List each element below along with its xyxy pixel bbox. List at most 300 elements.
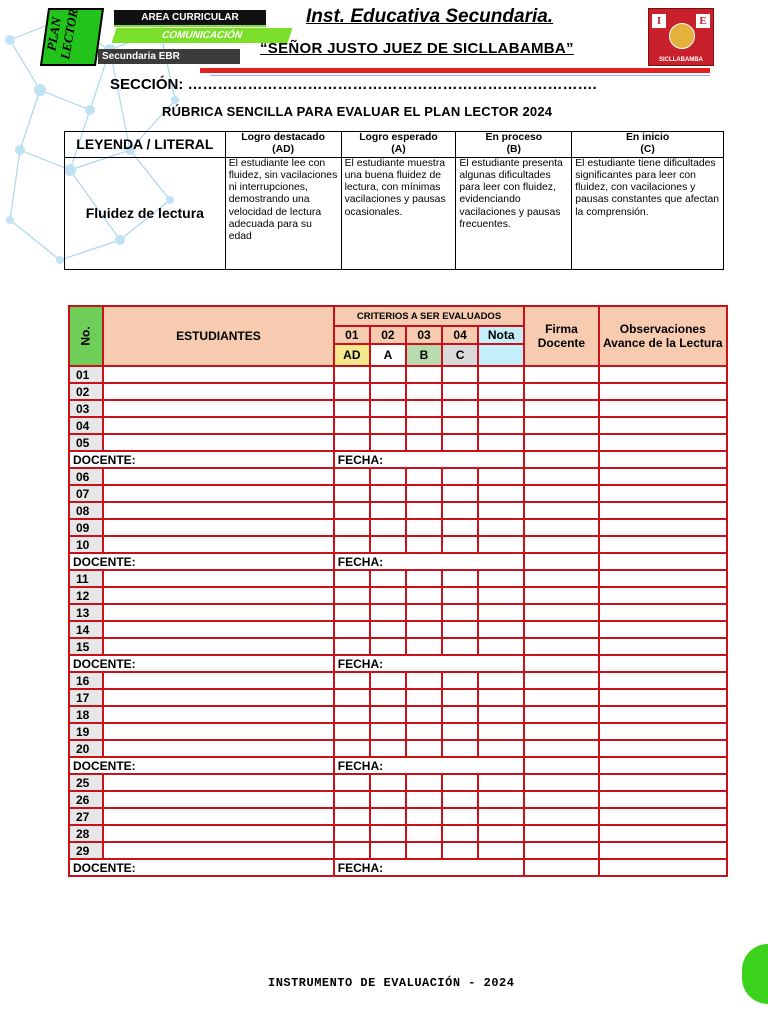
input-cell[interactable] bbox=[406, 366, 442, 383]
input-cell[interactable] bbox=[406, 519, 442, 536]
legend-level: En proceso (B) bbox=[456, 132, 572, 158]
student-row bbox=[69, 587, 727, 604]
input-cell[interactable] bbox=[334, 570, 370, 587]
row-number: 08 bbox=[69, 502, 103, 519]
input-cell[interactable] bbox=[478, 570, 524, 587]
input-cell[interactable] bbox=[524, 485, 598, 502]
fecha-label[interactable]: FECHA: bbox=[334, 655, 525, 672]
docente-obs-cell[interactable] bbox=[599, 451, 727, 468]
input-cell[interactable] bbox=[442, 536, 478, 553]
legend-level: Logro esperado (A) bbox=[341, 132, 456, 158]
student-row bbox=[69, 723, 727, 740]
student-row bbox=[69, 774, 727, 791]
input-cell[interactable] bbox=[478, 502, 524, 519]
input-cell[interactable] bbox=[406, 689, 442, 706]
input-cell[interactable] bbox=[524, 791, 598, 808]
input-cell[interactable] bbox=[406, 434, 442, 451]
input-cell[interactable] bbox=[370, 723, 406, 740]
input-cell[interactable] bbox=[370, 434, 406, 451]
input-cell[interactable] bbox=[334, 485, 370, 502]
input-cell[interactable] bbox=[599, 638, 727, 655]
input-cell[interactable] bbox=[103, 808, 334, 825]
input-cell[interactable] bbox=[370, 468, 406, 485]
docente-firma-cell[interactable] bbox=[524, 451, 598, 468]
docente-row bbox=[69, 757, 727, 774]
input-cell[interactable] bbox=[599, 791, 727, 808]
input-cell[interactable] bbox=[406, 825, 442, 842]
criteria-code-0: AD bbox=[334, 344, 370, 366]
input-cell[interactable] bbox=[334, 587, 370, 604]
input-cell[interactable] bbox=[442, 383, 478, 400]
input-cell[interactable] bbox=[478, 621, 524, 638]
docente-firma-cell[interactable] bbox=[524, 553, 598, 570]
input-cell[interactable] bbox=[103, 434, 334, 451]
student-row bbox=[69, 621, 727, 638]
institution-title: Inst. Educativa Secundaria. bbox=[306, 6, 554, 27]
input-cell[interactable] bbox=[599, 536, 727, 553]
docente-row bbox=[69, 655, 727, 672]
page-green-tab bbox=[742, 944, 768, 1004]
input-cell[interactable] bbox=[334, 383, 370, 400]
input-cell[interactable] bbox=[478, 519, 524, 536]
student-row bbox=[69, 434, 727, 451]
input-cell[interactable] bbox=[370, 536, 406, 553]
school-logo bbox=[648, 8, 714, 66]
input-cell[interactable] bbox=[370, 366, 406, 383]
input-cell[interactable] bbox=[599, 502, 727, 519]
badge-plan-lector-text: PLAN LECTOR bbox=[43, 7, 81, 61]
input-cell[interactable] bbox=[599, 485, 727, 502]
input-cell[interactable] bbox=[524, 536, 598, 553]
fecha-label[interactable]: FECHA: bbox=[334, 859, 525, 876]
input-cell[interactable] bbox=[442, 400, 478, 417]
docente-obs-cell[interactable] bbox=[599, 655, 727, 672]
input-cell[interactable] bbox=[478, 740, 524, 757]
input-cell[interactable] bbox=[406, 502, 442, 519]
input-cell[interactable] bbox=[103, 706, 334, 723]
row-number: 27 bbox=[69, 808, 103, 825]
input-cell[interactable] bbox=[442, 808, 478, 825]
input-cell[interactable] bbox=[442, 638, 478, 655]
row-number: 01 bbox=[69, 366, 103, 383]
docente-row bbox=[69, 553, 727, 570]
input-cell[interactable] bbox=[406, 383, 442, 400]
row-number: 15 bbox=[69, 638, 103, 655]
input-cell[interactable] bbox=[442, 604, 478, 621]
input-cell[interactable] bbox=[478, 638, 524, 655]
input-cell[interactable] bbox=[442, 672, 478, 689]
input-cell[interactable] bbox=[103, 366, 334, 383]
input-cell[interactable] bbox=[103, 638, 334, 655]
evaluation-table bbox=[68, 305, 728, 877]
input-cell[interactable] bbox=[524, 383, 598, 400]
header-red-divider bbox=[200, 68, 710, 73]
input-cell[interactable] bbox=[478, 587, 524, 604]
input-cell[interactable] bbox=[524, 417, 598, 434]
legend-table bbox=[64, 131, 724, 270]
input-cell[interactable] bbox=[103, 570, 334, 587]
legend-criterio: Fluidez de lectura bbox=[65, 157, 226, 269]
input-cell[interactable] bbox=[406, 587, 442, 604]
badge-area-curricular: AREA CURRICULAR bbox=[114, 10, 266, 27]
input-cell[interactable] bbox=[524, 604, 598, 621]
input-cell[interactable] bbox=[334, 842, 370, 859]
input-cell[interactable] bbox=[478, 774, 524, 791]
docente-firma-cell[interactable] bbox=[524, 757, 598, 774]
input-cell[interactable] bbox=[478, 825, 524, 842]
input-cell[interactable] bbox=[442, 740, 478, 757]
input-cell[interactable] bbox=[334, 400, 370, 417]
docente-label[interactable]: DOCENTE: bbox=[69, 451, 334, 468]
badge-nivel: Secundaria EBR bbox=[98, 49, 240, 64]
input-cell[interactable] bbox=[370, 689, 406, 706]
input-cell[interactable] bbox=[478, 723, 524, 740]
logo-name: SICLLABAMBA bbox=[659, 57, 703, 63]
input-cell[interactable] bbox=[442, 825, 478, 842]
input-cell[interactable] bbox=[334, 502, 370, 519]
header-no: No. bbox=[69, 306, 103, 366]
input-cell[interactable] bbox=[478, 536, 524, 553]
docente-firma-cell[interactable] bbox=[524, 859, 598, 876]
input-cell[interactable] bbox=[103, 502, 334, 519]
header-observaciones: Observaciones Avance de la Lectura bbox=[599, 306, 727, 366]
input-cell[interactable] bbox=[370, 706, 406, 723]
input-cell[interactable] bbox=[406, 536, 442, 553]
input-cell[interactable] bbox=[524, 774, 598, 791]
input-cell[interactable] bbox=[406, 672, 442, 689]
input-cell[interactable] bbox=[524, 519, 598, 536]
student-row bbox=[69, 366, 727, 383]
student-row bbox=[69, 468, 727, 485]
input-cell[interactable] bbox=[442, 570, 478, 587]
input-cell[interactable] bbox=[442, 468, 478, 485]
input-cell[interactable] bbox=[478, 672, 524, 689]
input-cell[interactable] bbox=[103, 723, 334, 740]
row-number: 03 bbox=[69, 400, 103, 417]
docente-label[interactable]: DOCENTE: bbox=[69, 859, 334, 876]
input-cell[interactable] bbox=[334, 604, 370, 621]
input-cell[interactable] bbox=[334, 740, 370, 757]
docente-label[interactable]: DOCENTE: bbox=[69, 655, 334, 672]
input-cell[interactable] bbox=[599, 740, 727, 757]
input-cell[interactable] bbox=[406, 638, 442, 655]
input-cell[interactable] bbox=[334, 825, 370, 842]
input-cell[interactable] bbox=[406, 604, 442, 621]
input-cell[interactable] bbox=[478, 434, 524, 451]
input-cell[interactable] bbox=[370, 774, 406, 791]
input-cell[interactable] bbox=[442, 621, 478, 638]
input-cell[interactable] bbox=[370, 383, 406, 400]
input-cell[interactable] bbox=[599, 672, 727, 689]
row-number: 04 bbox=[69, 417, 103, 434]
input-cell[interactable] bbox=[334, 434, 370, 451]
legend-level: En inicio (C) bbox=[572, 132, 724, 158]
input-cell[interactable] bbox=[103, 417, 334, 434]
legend-desc-c: El estudiante tiene dificultades significantes para leer con fluidez, con vacilaciones y pausas constantes que afectan la comprensión. bbox=[572, 157, 724, 269]
docente-obs-cell[interactable] bbox=[599, 757, 727, 774]
input-cell[interactable] bbox=[370, 638, 406, 655]
input-cell[interactable] bbox=[524, 587, 598, 604]
input-cell[interactable] bbox=[370, 400, 406, 417]
input-cell[interactable] bbox=[406, 774, 442, 791]
input-cell[interactable] bbox=[524, 638, 598, 655]
input-cell[interactable] bbox=[334, 621, 370, 638]
input-cell[interactable] bbox=[524, 740, 598, 757]
input-cell[interactable] bbox=[442, 587, 478, 604]
input-cell[interactable] bbox=[599, 417, 727, 434]
input-cell[interactable] bbox=[406, 723, 442, 740]
student-row bbox=[69, 706, 727, 723]
input-cell[interactable] bbox=[524, 842, 598, 859]
student-row bbox=[69, 502, 727, 519]
input-cell[interactable] bbox=[334, 519, 370, 536]
input-cell[interactable] bbox=[442, 842, 478, 859]
input-cell[interactable] bbox=[103, 468, 334, 485]
criteria-code-4 bbox=[478, 344, 524, 366]
input-cell[interactable] bbox=[442, 502, 478, 519]
legend-desc-ad: El estudiante lee con fluidez, sin vacilaciones ni interrupciones, demostrando una velocidad de lectura adecuada para su edad bbox=[225, 157, 341, 269]
input-cell[interactable] bbox=[103, 774, 334, 791]
input-cell[interactable] bbox=[406, 621, 442, 638]
input-cell[interactable] bbox=[599, 434, 727, 451]
input-cell[interactable] bbox=[524, 672, 598, 689]
input-cell[interactable] bbox=[442, 434, 478, 451]
input-cell[interactable] bbox=[524, 706, 598, 723]
row-number: 12 bbox=[69, 587, 103, 604]
docente-obs-cell[interactable] bbox=[599, 859, 727, 876]
input-cell[interactable] bbox=[478, 689, 524, 706]
input-cell[interactable] bbox=[599, 689, 727, 706]
input-cell[interactable] bbox=[524, 723, 598, 740]
input-cell[interactable] bbox=[370, 808, 406, 825]
criteria-code-1: A bbox=[370, 344, 406, 366]
input-cell[interactable] bbox=[103, 689, 334, 706]
input-cell[interactable] bbox=[478, 791, 524, 808]
input-cell[interactable] bbox=[406, 740, 442, 757]
input-cell[interactable] bbox=[103, 400, 334, 417]
input-cell[interactable] bbox=[406, 706, 442, 723]
docente-row bbox=[69, 451, 727, 468]
input-cell[interactable] bbox=[524, 366, 598, 383]
input-cell[interactable] bbox=[524, 689, 598, 706]
input-cell[interactable] bbox=[478, 400, 524, 417]
input-cell[interactable] bbox=[442, 366, 478, 383]
student-row bbox=[69, 485, 727, 502]
input-cell[interactable] bbox=[370, 621, 406, 638]
input-cell[interactable] bbox=[370, 791, 406, 808]
fecha-label[interactable]: FECHA: bbox=[334, 451, 525, 468]
input-cell[interactable] bbox=[442, 774, 478, 791]
input-cell[interactable] bbox=[599, 570, 727, 587]
student-row bbox=[69, 808, 727, 825]
input-cell[interactable] bbox=[599, 400, 727, 417]
row-number: 02 bbox=[69, 383, 103, 400]
docente-obs-cell[interactable] bbox=[599, 553, 727, 570]
input-cell[interactable] bbox=[478, 468, 524, 485]
input-cell[interactable] bbox=[103, 672, 334, 689]
input-cell[interactable] bbox=[334, 672, 370, 689]
header-estudiantes: ESTUDIANTES bbox=[103, 306, 334, 366]
input-cell[interactable] bbox=[103, 740, 334, 757]
input-cell[interactable] bbox=[103, 791, 334, 808]
input-cell[interactable] bbox=[599, 383, 727, 400]
input-cell[interactable] bbox=[478, 383, 524, 400]
header-criterios: CRITERIOS A SER EVALUADOS bbox=[334, 306, 525, 326]
input-cell[interactable] bbox=[370, 825, 406, 842]
input-cell[interactable] bbox=[334, 723, 370, 740]
logo-emblem-icon bbox=[669, 23, 695, 49]
input-cell[interactable] bbox=[103, 587, 334, 604]
input-cell[interactable] bbox=[524, 621, 598, 638]
input-cell[interactable] bbox=[370, 485, 406, 502]
input-cell[interactable] bbox=[334, 417, 370, 434]
legend-desc-a: El estudiante muestra una buena fluidez de lectura, con mínimas vacilaciones y pausas ocasionales. bbox=[341, 157, 456, 269]
student-row bbox=[69, 383, 727, 400]
input-cell[interactable] bbox=[334, 638, 370, 655]
student-row bbox=[69, 825, 727, 842]
input-cell[interactable] bbox=[524, 502, 598, 519]
student-row bbox=[69, 604, 727, 621]
input-cell[interactable] bbox=[478, 417, 524, 434]
input-cell[interactable] bbox=[370, 842, 406, 859]
input-cell[interactable] bbox=[406, 468, 442, 485]
header-firma: Firma Docente bbox=[524, 306, 598, 366]
row-number: 06 bbox=[69, 468, 103, 485]
row-number: 20 bbox=[69, 740, 103, 757]
criteria-col-0: 01 bbox=[334, 326, 370, 344]
input-cell[interactable] bbox=[370, 502, 406, 519]
seccion-field: SECCIÓN: ………………………………………………………………………. bbox=[110, 76, 597, 93]
input-cell[interactable] bbox=[442, 791, 478, 808]
row-number: 26 bbox=[69, 791, 103, 808]
input-cell[interactable] bbox=[334, 706, 370, 723]
row-number: 14 bbox=[69, 621, 103, 638]
input-cell[interactable] bbox=[370, 672, 406, 689]
input-cell[interactable] bbox=[599, 723, 727, 740]
input-cell[interactable] bbox=[478, 808, 524, 825]
legend-desc-b: El estudiante presenta algunas dificultades para leer con fluidez, evidenciando vacilaciones y pausas frecuentes. bbox=[456, 157, 572, 269]
input-cell[interactable] bbox=[599, 621, 727, 638]
student-row bbox=[69, 570, 727, 587]
input-cell[interactable] bbox=[478, 604, 524, 621]
input-cell[interactable] bbox=[599, 842, 727, 859]
input-cell[interactable] bbox=[370, 740, 406, 757]
logo-letter-e: E bbox=[696, 14, 710, 28]
input-cell[interactable] bbox=[478, 706, 524, 723]
input-cell[interactable] bbox=[370, 570, 406, 587]
row-number: 13 bbox=[69, 604, 103, 621]
input-cell[interactable] bbox=[334, 791, 370, 808]
input-cell[interactable] bbox=[406, 808, 442, 825]
student-row bbox=[69, 672, 727, 689]
input-cell[interactable] bbox=[370, 587, 406, 604]
input-cell[interactable] bbox=[370, 519, 406, 536]
input-cell[interactable] bbox=[103, 383, 334, 400]
input-cell[interactable] bbox=[599, 366, 727, 383]
input-cell[interactable] bbox=[334, 774, 370, 791]
input-cell[interactable] bbox=[103, 842, 334, 859]
input-cell[interactable] bbox=[370, 604, 406, 621]
input-cell[interactable] bbox=[334, 536, 370, 553]
input-cell[interactable] bbox=[599, 519, 727, 536]
input-cell[interactable] bbox=[103, 621, 334, 638]
student-row bbox=[69, 740, 727, 757]
input-cell[interactable] bbox=[442, 689, 478, 706]
input-cell[interactable] bbox=[406, 791, 442, 808]
student-row bbox=[69, 842, 727, 859]
input-cell[interactable] bbox=[599, 808, 727, 825]
student-row bbox=[69, 536, 727, 553]
rubric-title: RÚBRICA SENCILLA PARA EVALUAR EL PLAN LECTOR 2024 bbox=[162, 104, 553, 119]
fecha-label[interactable]: FECHA: bbox=[334, 553, 525, 570]
input-cell[interactable] bbox=[406, 570, 442, 587]
docente-firma-cell[interactable] bbox=[524, 655, 598, 672]
row-number: 09 bbox=[69, 519, 103, 536]
input-cell[interactable] bbox=[103, 519, 334, 536]
criteria-code-2: B bbox=[406, 344, 442, 366]
input-cell[interactable] bbox=[103, 604, 334, 621]
input-cell[interactable] bbox=[599, 774, 727, 791]
input-cell[interactable] bbox=[406, 485, 442, 502]
row-number: 11 bbox=[69, 570, 103, 587]
input-cell[interactable] bbox=[478, 366, 524, 383]
input-cell[interactable] bbox=[370, 417, 406, 434]
input-cell[interactable] bbox=[442, 417, 478, 434]
input-cell[interactable] bbox=[334, 808, 370, 825]
docente-label[interactable]: DOCENTE: bbox=[69, 757, 334, 774]
input-cell[interactable] bbox=[524, 808, 598, 825]
input-cell[interactable] bbox=[524, 400, 598, 417]
input-cell[interactable] bbox=[599, 587, 727, 604]
input-cell[interactable] bbox=[442, 519, 478, 536]
input-cell[interactable] bbox=[406, 417, 442, 434]
input-cell[interactable] bbox=[334, 689, 370, 706]
student-row bbox=[69, 791, 727, 808]
input-cell[interactable] bbox=[334, 366, 370, 383]
student-row bbox=[69, 417, 727, 434]
docente-row bbox=[69, 859, 727, 876]
input-cell[interactable] bbox=[599, 604, 727, 621]
input-cell[interactable] bbox=[442, 723, 478, 740]
input-cell[interactable] bbox=[524, 434, 598, 451]
row-number: 05 bbox=[69, 434, 103, 451]
input-cell[interactable] bbox=[478, 485, 524, 502]
input-cell[interactable] bbox=[442, 485, 478, 502]
input-cell[interactable] bbox=[524, 468, 598, 485]
input-cell[interactable] bbox=[406, 842, 442, 859]
input-cell[interactable] bbox=[442, 706, 478, 723]
input-cell[interactable] bbox=[103, 536, 334, 553]
logo-letter-i: I bbox=[652, 14, 666, 28]
input-cell[interactable] bbox=[103, 825, 334, 842]
input-cell[interactable] bbox=[103, 485, 334, 502]
row-number: 17 bbox=[69, 689, 103, 706]
input-cell[interactable] bbox=[524, 570, 598, 587]
criteria-col-4: Nota bbox=[478, 326, 524, 344]
input-cell[interactable] bbox=[478, 842, 524, 859]
input-cell[interactable] bbox=[599, 825, 727, 842]
docente-label[interactable]: DOCENTE: bbox=[69, 553, 334, 570]
student-row bbox=[69, 638, 727, 655]
row-number: 25 bbox=[69, 774, 103, 791]
input-cell[interactable] bbox=[599, 468, 727, 485]
input-cell[interactable] bbox=[334, 468, 370, 485]
fecha-label[interactable]: FECHA: bbox=[334, 757, 525, 774]
input-cell[interactable] bbox=[406, 400, 442, 417]
input-cell[interactable] bbox=[524, 825, 598, 842]
input-cell[interactable] bbox=[599, 706, 727, 723]
student-row bbox=[69, 519, 727, 536]
